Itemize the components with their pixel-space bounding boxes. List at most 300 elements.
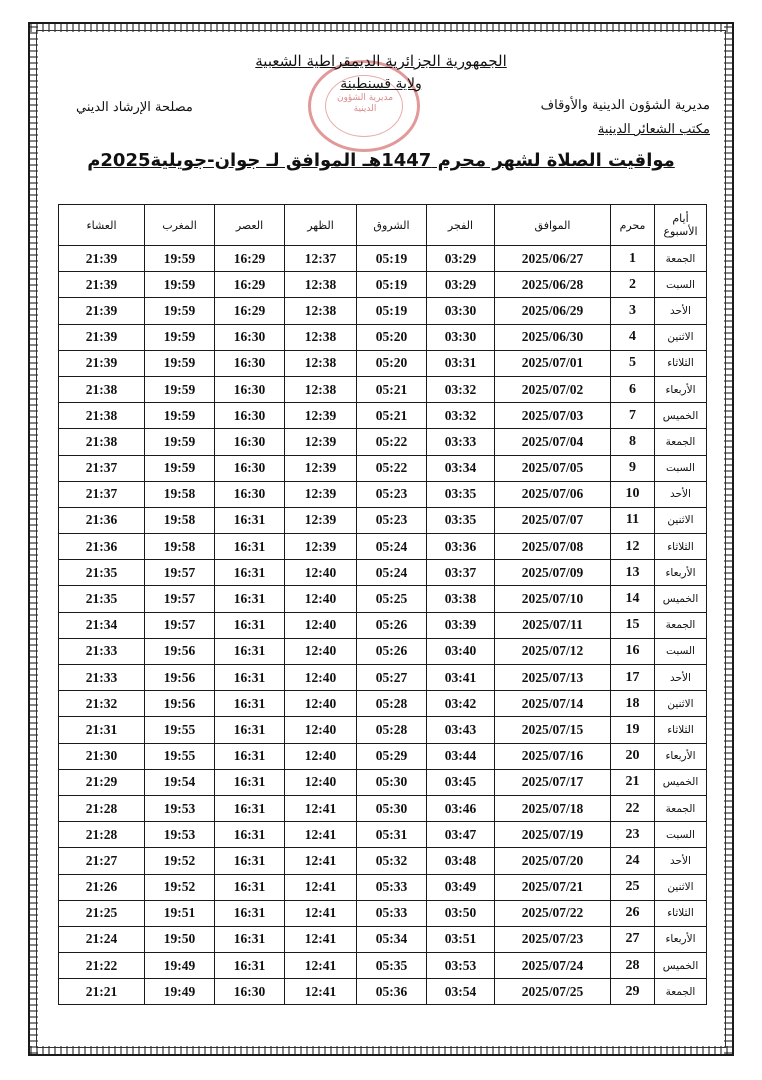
header-weekday: أيام الأسبوع xyxy=(655,205,707,246)
table-row xyxy=(59,900,707,926)
cell-weekday: الأربعاء xyxy=(655,926,707,952)
table-row xyxy=(59,691,707,717)
table-row xyxy=(59,717,707,743)
cell-weekday: الخميس xyxy=(655,953,707,979)
cell-fajr: 03:32 xyxy=(427,403,495,429)
cell-asr: 16:31 xyxy=(215,534,285,560)
cell-weekday: الجمعة xyxy=(655,429,707,455)
table-row xyxy=(59,638,707,664)
cell-sunrise: 05:19 xyxy=(357,272,427,298)
cell-muharram-day: 1 xyxy=(611,246,655,272)
cell-dhuhr: 12:40 xyxy=(285,638,357,664)
cell-maghrib: 19:53 xyxy=(145,795,215,821)
cell-maghrib: 19:57 xyxy=(145,586,215,612)
header-isha: العشاء xyxy=(59,205,145,246)
cell-asr: 16:31 xyxy=(215,507,285,533)
cell-asr: 16:30 xyxy=(215,403,285,429)
cell-muharram-day: 25 xyxy=(611,874,655,900)
cell-maghrib: 19:54 xyxy=(145,769,215,795)
cell-fajr: 03:31 xyxy=(427,350,495,376)
cell-muharram-day: 21 xyxy=(611,769,655,795)
cell-isha: 21:26 xyxy=(59,874,145,900)
cell-fajr: 03:34 xyxy=(427,455,495,481)
cell-asr: 16:30 xyxy=(215,979,285,1005)
cell-asr: 16:31 xyxy=(215,717,285,743)
cell-dhuhr: 12:40 xyxy=(285,769,357,795)
cell-muharram-day: 20 xyxy=(611,743,655,769)
cell-isha: 21:38 xyxy=(59,376,145,402)
table-row xyxy=(59,822,707,848)
table-row xyxy=(59,612,707,638)
table-row xyxy=(59,403,707,429)
cell-dhuhr: 12:41 xyxy=(285,795,357,821)
cell-maghrib: 19:49 xyxy=(145,953,215,979)
cell-gregorian-date: 2025/07/11 xyxy=(495,612,611,638)
cell-isha: 21:38 xyxy=(59,429,145,455)
cell-asr: 16:29 xyxy=(215,272,285,298)
page-title: مواقيت الصلاة لشهر محرم 1447هـ الموافق لـ جوان-جويلية2025م xyxy=(87,150,675,171)
cell-maghrib: 19:53 xyxy=(145,822,215,848)
cell-asr: 16:29 xyxy=(215,298,285,324)
table-body xyxy=(59,246,707,1005)
cell-muharram-day: 18 xyxy=(611,691,655,717)
cell-dhuhr: 12:38 xyxy=(285,298,357,324)
cell-sunrise: 05:26 xyxy=(357,612,427,638)
cell-dhuhr: 12:39 xyxy=(285,507,357,533)
cell-maghrib: 19:56 xyxy=(145,691,215,717)
cell-muharram-day: 5 xyxy=(611,350,655,376)
cell-dhuhr: 12:40 xyxy=(285,586,357,612)
cell-maghrib: 19:55 xyxy=(145,743,215,769)
cell-fajr: 03:47 xyxy=(427,822,495,848)
cell-dhuhr: 12:39 xyxy=(285,403,357,429)
table-row xyxy=(59,246,707,272)
cell-dhuhr: 12:39 xyxy=(285,429,357,455)
cell-muharram-day: 27 xyxy=(611,926,655,952)
header-date: الموافق xyxy=(495,205,611,246)
cell-fajr: 03:29 xyxy=(427,246,495,272)
cell-gregorian-date: 2025/07/23 xyxy=(495,926,611,952)
wilaya-name: ولاية قسنطينة xyxy=(340,76,422,92)
cell-maghrib: 19:59 xyxy=(145,455,215,481)
cell-asr: 16:31 xyxy=(215,926,285,952)
cell-gregorian-date: 2025/07/05 xyxy=(495,455,611,481)
header-sunrise: الشروق xyxy=(357,205,427,246)
cell-dhuhr: 12:41 xyxy=(285,926,357,952)
cell-maghrib: 19:58 xyxy=(145,481,215,507)
cell-isha: 21:29 xyxy=(59,769,145,795)
header-maghrib: المغرب xyxy=(145,205,215,246)
cell-muharram-day: 14 xyxy=(611,586,655,612)
cell-fajr: 03:45 xyxy=(427,769,495,795)
cell-isha: 21:33 xyxy=(59,665,145,691)
cell-sunrise: 05:28 xyxy=(357,691,427,717)
cell-asr: 16:31 xyxy=(215,953,285,979)
header-fajr: الفجر xyxy=(427,205,495,246)
republic-name: الجمهورية الجزائرية الديمقراطية الشعبية xyxy=(255,52,507,70)
cell-dhuhr: 12:40 xyxy=(285,717,357,743)
cell-fajr: 03:49 xyxy=(427,874,495,900)
service-name: مصلحة الإرشاد الديني xyxy=(76,100,193,115)
cell-muharram-day: 19 xyxy=(611,717,655,743)
directorate-name: مديرية الشؤون الدينية والأوقاف xyxy=(540,98,710,113)
cell-dhuhr: 12:40 xyxy=(285,665,357,691)
cell-asr: 16:31 xyxy=(215,560,285,586)
prayer-times-table xyxy=(58,204,707,1005)
cell-muharram-day: 11 xyxy=(611,507,655,533)
cell-weekday: الخميس xyxy=(655,586,707,612)
cell-muharram-day: 17 xyxy=(611,665,655,691)
cell-sunrise: 05:27 xyxy=(357,665,427,691)
cell-isha: 21:24 xyxy=(59,926,145,952)
cell-weekday: الجمعة xyxy=(655,795,707,821)
cell-gregorian-date: 2025/07/01 xyxy=(495,350,611,376)
table-row xyxy=(59,324,707,350)
cell-fajr: 03:54 xyxy=(427,979,495,1005)
cell-maghrib: 19:59 xyxy=(145,324,215,350)
cell-sunrise: 05:19 xyxy=(357,246,427,272)
cell-sunrise: 05:36 xyxy=(357,979,427,1005)
cell-muharram-day: 6 xyxy=(611,376,655,402)
cell-fajr: 03:33 xyxy=(427,429,495,455)
cell-asr: 16:29 xyxy=(215,246,285,272)
cell-gregorian-date: 2025/07/18 xyxy=(495,795,611,821)
cell-fajr: 03:30 xyxy=(427,298,495,324)
cell-asr: 16:30 xyxy=(215,350,285,376)
cell-fajr: 03:39 xyxy=(427,612,495,638)
cell-gregorian-date: 2025/07/22 xyxy=(495,900,611,926)
office-name: مكتب الشعائر الدينية xyxy=(597,122,710,137)
cell-muharram-day: 7 xyxy=(611,403,655,429)
cell-asr: 16:31 xyxy=(215,691,285,717)
cell-muharram-day: 10 xyxy=(611,481,655,507)
cell-sunrise: 05:23 xyxy=(357,481,427,507)
cell-fajr: 03:46 xyxy=(427,795,495,821)
table-row xyxy=(59,272,707,298)
cell-dhuhr: 12:41 xyxy=(285,979,357,1005)
cell-dhuhr: 12:38 xyxy=(285,272,357,298)
cell-asr: 16:31 xyxy=(215,795,285,821)
cell-gregorian-date: 2025/07/09 xyxy=(495,560,611,586)
table-row xyxy=(59,455,707,481)
cell-isha: 21:39 xyxy=(59,272,145,298)
table-row xyxy=(59,429,707,455)
cell-fajr: 03:32 xyxy=(427,376,495,402)
cell-sunrise: 05:31 xyxy=(357,822,427,848)
cell-asr: 16:31 xyxy=(215,743,285,769)
cell-gregorian-date: 2025/07/17 xyxy=(495,769,611,795)
cell-muharram-day: 23 xyxy=(611,822,655,848)
cell-weekday: الاثنين xyxy=(655,691,707,717)
cell-sunrise: 05:34 xyxy=(357,926,427,952)
table-header-row xyxy=(59,205,707,246)
cell-asr: 16:31 xyxy=(215,586,285,612)
cell-muharram-day: 22 xyxy=(611,795,655,821)
cell-isha: 21:36 xyxy=(59,534,145,560)
cell-asr: 16:30 xyxy=(215,455,285,481)
cell-muharram-day: 8 xyxy=(611,429,655,455)
cell-fajr: 03:40 xyxy=(427,638,495,664)
cell-asr: 16:30 xyxy=(215,429,285,455)
cell-maghrib: 19:55 xyxy=(145,717,215,743)
cell-gregorian-date: 2025/07/21 xyxy=(495,874,611,900)
cell-maghrib: 19:59 xyxy=(145,429,215,455)
cell-gregorian-date: 2025/06/30 xyxy=(495,324,611,350)
cell-gregorian-date: 2025/06/28 xyxy=(495,272,611,298)
cell-sunrise: 05:20 xyxy=(357,350,427,376)
cell-dhuhr: 12:40 xyxy=(285,691,357,717)
official-stamp xyxy=(308,60,420,152)
cell-maghrib: 19:56 xyxy=(145,665,215,691)
cell-sunrise: 05:35 xyxy=(357,953,427,979)
cell-maghrib: 19:56 xyxy=(145,638,215,664)
cell-fajr: 03:35 xyxy=(427,481,495,507)
table-row xyxy=(59,769,707,795)
cell-weekday: الأحد xyxy=(655,848,707,874)
cell-muharram-day: 24 xyxy=(611,848,655,874)
table-row xyxy=(59,481,707,507)
cell-weekday: الثلاثاء xyxy=(655,350,707,376)
cell-maghrib: 19:59 xyxy=(145,350,215,376)
cell-isha: 21:25 xyxy=(59,900,145,926)
cell-gregorian-date: 2025/07/06 xyxy=(495,481,611,507)
cell-weekday: الثلاثاء xyxy=(655,717,707,743)
cell-maghrib: 19:59 xyxy=(145,246,215,272)
cell-weekday: الاثنين xyxy=(655,324,707,350)
header-asr: العصر xyxy=(215,205,285,246)
cell-muharram-day: 3 xyxy=(611,298,655,324)
table-row xyxy=(59,979,707,1005)
cell-sunrise: 05:28 xyxy=(357,717,427,743)
header-muharram: محرم xyxy=(611,205,655,246)
cell-sunrise: 05:21 xyxy=(357,376,427,402)
cell-muharram-day: 13 xyxy=(611,560,655,586)
table-row xyxy=(59,507,707,533)
table-row xyxy=(59,350,707,376)
cell-dhuhr: 12:38 xyxy=(285,350,357,376)
cell-muharram-day: 12 xyxy=(611,534,655,560)
cell-sunrise: 05:33 xyxy=(357,874,427,900)
cell-gregorian-date: 2025/07/02 xyxy=(495,376,611,402)
cell-muharram-day: 9 xyxy=(611,455,655,481)
cell-isha: 21:21 xyxy=(59,979,145,1005)
cell-dhuhr: 12:40 xyxy=(285,560,357,586)
cell-fajr: 03:38 xyxy=(427,586,495,612)
cell-dhuhr: 12:41 xyxy=(285,848,357,874)
cell-muharram-day: 28 xyxy=(611,953,655,979)
table-row xyxy=(59,534,707,560)
cell-gregorian-date: 2025/07/03 xyxy=(495,403,611,429)
cell-dhuhr: 12:41 xyxy=(285,874,357,900)
cell-sunrise: 05:19 xyxy=(357,298,427,324)
cell-sunrise: 05:24 xyxy=(357,534,427,560)
cell-fajr: 03:42 xyxy=(427,691,495,717)
table-row xyxy=(59,848,707,874)
cell-weekday: الجمعة xyxy=(655,246,707,272)
cell-asr: 16:31 xyxy=(215,848,285,874)
cell-gregorian-date: 2025/07/14 xyxy=(495,691,611,717)
cell-maghrib: 19:58 xyxy=(145,534,215,560)
cell-dhuhr: 12:39 xyxy=(285,534,357,560)
cell-gregorian-date: 2025/07/13 xyxy=(495,665,611,691)
cell-gregorian-date: 2025/07/08 xyxy=(495,534,611,560)
cell-sunrise: 05:30 xyxy=(357,795,427,821)
cell-asr: 16:31 xyxy=(215,900,285,926)
cell-sunrise: 05:29 xyxy=(357,743,427,769)
cell-weekday: الاثنين xyxy=(655,874,707,900)
cell-dhuhr: 12:41 xyxy=(285,953,357,979)
cell-maghrib: 19:50 xyxy=(145,926,215,952)
cell-asr: 16:30 xyxy=(215,324,285,350)
cell-gregorian-date: 2025/07/15 xyxy=(495,717,611,743)
header-dhuhr: الظهر xyxy=(285,205,357,246)
cell-gregorian-date: 2025/06/29 xyxy=(495,298,611,324)
cell-isha: 21:39 xyxy=(59,246,145,272)
table-row xyxy=(59,926,707,952)
cell-isha: 21:32 xyxy=(59,691,145,717)
cell-gregorian-date: 2025/07/19 xyxy=(495,822,611,848)
table-row xyxy=(59,586,707,612)
cell-weekday: الأحد xyxy=(655,481,707,507)
cell-muharram-day: 4 xyxy=(611,324,655,350)
table-row xyxy=(59,560,707,586)
cell-weekday: الجمعة xyxy=(655,612,707,638)
cell-weekday: الأربعاء xyxy=(655,376,707,402)
cell-dhuhr: 12:40 xyxy=(285,612,357,638)
cell-weekday: الأربعاء xyxy=(655,743,707,769)
cell-asr: 16:31 xyxy=(215,874,285,900)
cell-fajr: 03:35 xyxy=(427,507,495,533)
cell-asr: 16:31 xyxy=(215,638,285,664)
stamp-text: مديرية الشؤون الدينية xyxy=(336,93,394,114)
cell-dhuhr: 12:41 xyxy=(285,822,357,848)
cell-asr: 16:31 xyxy=(215,612,285,638)
cell-dhuhr: 12:39 xyxy=(285,481,357,507)
cell-weekday: السبت xyxy=(655,455,707,481)
cell-fajr: 03:37 xyxy=(427,560,495,586)
cell-dhuhr: 12:37 xyxy=(285,246,357,272)
cell-isha: 21:30 xyxy=(59,743,145,769)
cell-weekday: السبت xyxy=(655,638,707,664)
cell-dhuhr: 12:40 xyxy=(285,743,357,769)
table-row xyxy=(59,665,707,691)
cell-sunrise: 05:21 xyxy=(357,403,427,429)
cell-isha: 21:27 xyxy=(59,848,145,874)
cell-weekday: الجمعة xyxy=(655,979,707,1005)
cell-fajr: 03:48 xyxy=(427,848,495,874)
cell-gregorian-date: 2025/06/27 xyxy=(495,246,611,272)
table-row xyxy=(59,953,707,979)
cell-gregorian-date: 2025/07/07 xyxy=(495,507,611,533)
cell-asr: 16:30 xyxy=(215,376,285,402)
cell-gregorian-date: 2025/07/25 xyxy=(495,979,611,1005)
cell-asr: 16:31 xyxy=(215,822,285,848)
cell-asr: 16:31 xyxy=(215,665,285,691)
cell-isha: 21:37 xyxy=(59,455,145,481)
cell-asr: 16:30 xyxy=(215,481,285,507)
table-row xyxy=(59,795,707,821)
cell-dhuhr: 12:39 xyxy=(285,455,357,481)
cell-maghrib: 19:58 xyxy=(145,507,215,533)
cell-muharram-day: 16 xyxy=(611,638,655,664)
table-row xyxy=(59,743,707,769)
cell-maghrib: 19:52 xyxy=(145,848,215,874)
cell-sunrise: 05:24 xyxy=(357,560,427,586)
cell-sunrise: 05:20 xyxy=(357,324,427,350)
cell-weekday: الأحد xyxy=(655,298,707,324)
cell-isha: 21:39 xyxy=(59,324,145,350)
cell-fajr: 03:36 xyxy=(427,534,495,560)
cell-weekday: السبت xyxy=(655,822,707,848)
cell-gregorian-date: 2025/07/10 xyxy=(495,586,611,612)
cell-sunrise: 05:30 xyxy=(357,769,427,795)
cell-sunrise: 05:33 xyxy=(357,900,427,926)
cell-maghrib: 19:52 xyxy=(145,874,215,900)
cell-muharram-day: 2 xyxy=(611,272,655,298)
cell-sunrise: 05:22 xyxy=(357,429,427,455)
cell-fajr: 03:44 xyxy=(427,743,495,769)
cell-isha: 21:39 xyxy=(59,350,145,376)
cell-sunrise: 05:25 xyxy=(357,586,427,612)
cell-isha: 21:38 xyxy=(59,403,145,429)
cell-dhuhr: 12:38 xyxy=(285,324,357,350)
cell-isha: 21:39 xyxy=(59,298,145,324)
cell-fajr: 03:53 xyxy=(427,953,495,979)
cell-weekday: الاثنين xyxy=(655,507,707,533)
cell-maghrib: 19:49 xyxy=(145,979,215,1005)
cell-isha: 21:28 xyxy=(59,822,145,848)
cell-isha: 21:35 xyxy=(59,560,145,586)
cell-fajr: 03:50 xyxy=(427,900,495,926)
cell-weekday: الأربعاء xyxy=(655,560,707,586)
cell-maghrib: 19:51 xyxy=(145,900,215,926)
cell-weekday: السبت xyxy=(655,272,707,298)
cell-maghrib: 19:59 xyxy=(145,298,215,324)
cell-isha: 21:37 xyxy=(59,481,145,507)
cell-isha: 21:28 xyxy=(59,795,145,821)
cell-weekday: الخميس xyxy=(655,403,707,429)
cell-gregorian-date: 2025/07/04 xyxy=(495,429,611,455)
cell-muharram-day: 29 xyxy=(611,979,655,1005)
cell-isha: 21:22 xyxy=(59,953,145,979)
cell-dhuhr: 12:38 xyxy=(285,376,357,402)
cell-gregorian-date: 2025/07/20 xyxy=(495,848,611,874)
cell-maghrib: 19:57 xyxy=(145,560,215,586)
cell-maghrib: 19:59 xyxy=(145,272,215,298)
cell-maghrib: 19:59 xyxy=(145,403,215,429)
cell-fajr: 03:51 xyxy=(427,926,495,952)
cell-sunrise: 05:23 xyxy=(357,507,427,533)
cell-weekday: الخميس xyxy=(655,769,707,795)
cell-sunrise: 05:22 xyxy=(357,455,427,481)
cell-weekday: الثلاثاء xyxy=(655,534,707,560)
table-row xyxy=(59,298,707,324)
cell-weekday: الأحد xyxy=(655,665,707,691)
table-row xyxy=(59,874,707,900)
cell-isha: 21:33 xyxy=(59,638,145,664)
cell-gregorian-date: 2025/07/12 xyxy=(495,638,611,664)
cell-gregorian-date: 2025/07/16 xyxy=(495,743,611,769)
cell-fajr: 03:41 xyxy=(427,665,495,691)
cell-isha: 21:36 xyxy=(59,507,145,533)
cell-fajr: 03:43 xyxy=(427,717,495,743)
cell-isha: 21:34 xyxy=(59,612,145,638)
cell-maghrib: 19:59 xyxy=(145,376,215,402)
cell-isha: 21:35 xyxy=(59,586,145,612)
cell-weekday: الثلاثاء xyxy=(655,900,707,926)
cell-isha: 21:31 xyxy=(59,717,145,743)
cell-maghrib: 19:57 xyxy=(145,612,215,638)
